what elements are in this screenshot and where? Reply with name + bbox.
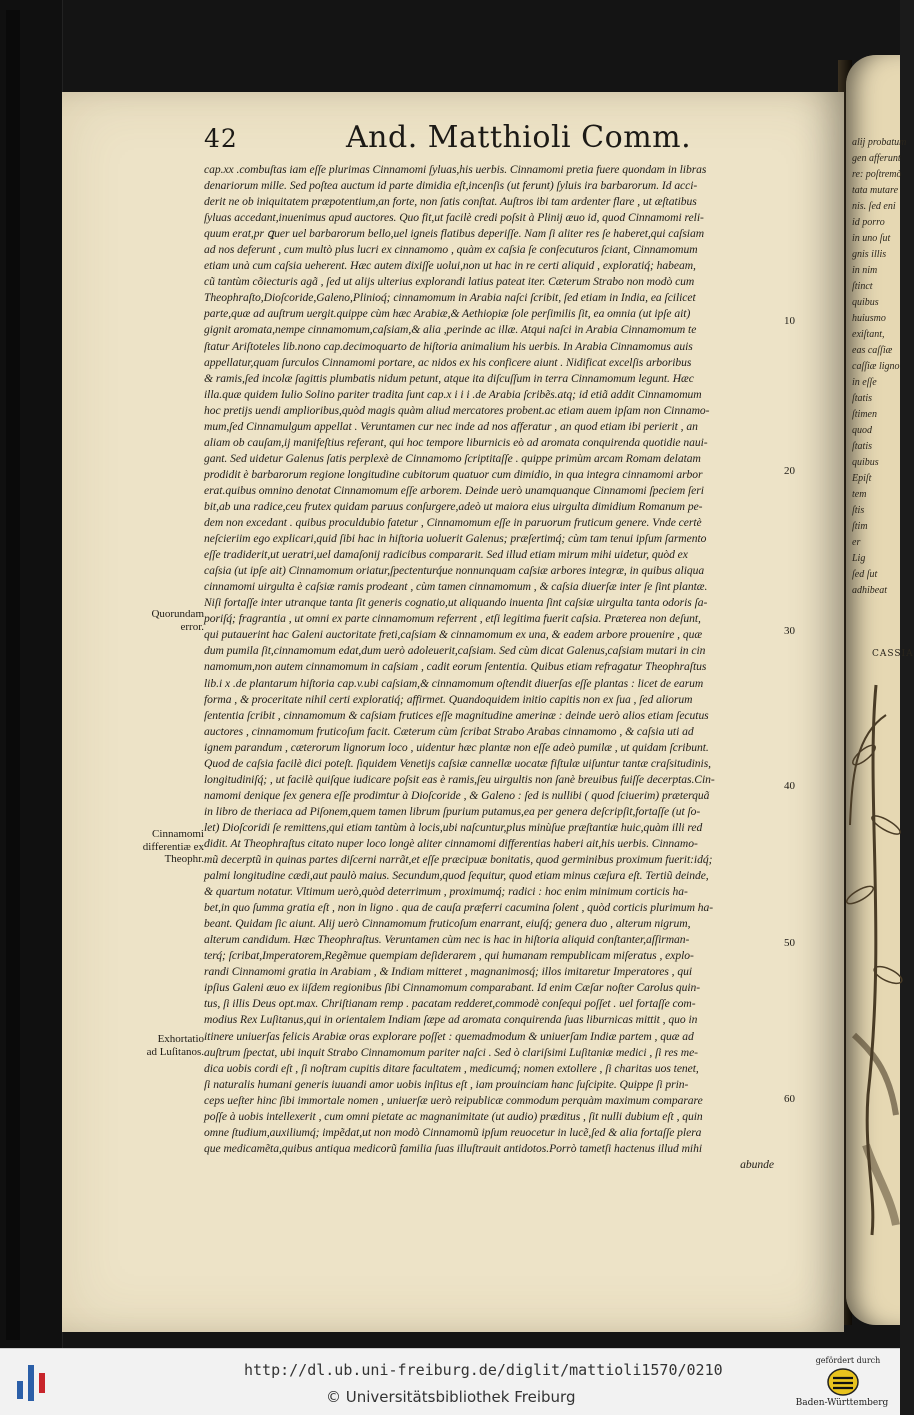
plant-illustration	[846, 675, 900, 1235]
facing-plate-label: CASSIA	[872, 649, 914, 659]
text-line: ipſius Galeni æuo ex iiſdem regionibus ſibi Cinnamomum comparabant. Id enim Cæſar noſter Carolus quin-	[204, 981, 701, 995]
text-line: omne ſtudium,auxiliumq́; impẽdat,ut non modò Cinnamomũ ipſum reuocetur in lucẽ,ſed & alia fortaſſe plera	[204, 1125, 702, 1139]
page-header	[204, 118, 804, 158]
text-line: Theophraſto,Dioſcoride,Galeno,Plinioq́; cinnamomum in Arabia naſci ſcribit, ſed etiam in India, ea ſcilicet	[204, 291, 696, 305]
text-line: auctores , cinnamomum fruticoſum facit. Cæterum cùm ſcribat Strabo Arabas cinnamomo , & caſsia uti ad	[204, 724, 694, 738]
text-line: ſi naturalis humani generis iuuandi amor uobis inſitus eſt , iam prouinciam hanc ſuſcipite. Quippe ſi prin-	[204, 1077, 689, 1091]
text-line: dem non excedant . quibus proculdubio fatetur , Cinnamomum eſſe in paruorum fruticum genere. Vnde certè	[204, 516, 702, 530]
text-line: terq́; ſcribat,Imperatorem,Regẽmue quempiam deſiderarem , qui humanam rempublicam miſeratus , explo-	[204, 949, 694, 963]
text-line: namomi denique ſex genera eſſe prodimtur à Dioſcoride , & Galeno : ſed is nullibi ( quod ſciuerim) præterquã	[204, 788, 710, 802]
sponsor-label: gefördert durch	[815, 1356, 881, 1365]
facing-text-line: Lig	[852, 553, 866, 564]
text-line: auſtrum ſpectat, ubi inquit Strabo Cinnamomum pariter naſci . Sed ò clariſsimi Luſitaniæ medici , ſi res me-	[204, 1045, 698, 1059]
text-line: cinnamomi uirgulta è caſsiæ ramis prodeant , cùm tamen cinnamomum , & caſsia diuerſæ inter ſe ſint plantæ.	[204, 580, 708, 594]
facing-page-text	[852, 135, 907, 599]
text-line: mũ decerptũ in quinas partes diſcerni narrãt,et eſſe præcipuæ bonitatis, quod germinibus proximum fuerit:idq́;	[204, 853, 713, 867]
text-line: abunde	[740, 1157, 774, 1171]
line-number-10: 10	[784, 315, 795, 327]
text-line: hoc pretijs uendi amplioribus,quòd magis quàm aliud mercatores probent.ac etiam auem ipſam non Cinnamo-	[204, 403, 710, 417]
text-line: ſtatur Ariſtoteles lib.nono cap.decimoquarto de hiſtoria animalium his uerbis. In Arabia Cinnamomus auis	[204, 339, 693, 353]
body-text	[204, 162, 782, 1173]
text-line: gant. Sed uidetur Galenus ſatis perplexè de Cinnamomo ſcriptitaſſe . quippe primùm arcam Romam delatam	[204, 451, 701, 465]
facing-page	[846, 55, 914, 1325]
facing-text-line: caſſiæ ligno	[852, 361, 900, 372]
document-url-link[interactable]: http://dl.ub.uni-freiburg.de/diglit/mattioli1570/0210	[244, 1361, 723, 1379]
text-line: modius Rex Luſitanus,qui in orientalem Indiam ſæpe ad aromata conquirenda ſuas liburnicas mittit , quo in	[204, 1013, 698, 1027]
facing-text-line: ſtinct	[852, 281, 873, 292]
text-line: eſſe tradiderit,ut ueratri,uel damaſonij radicibus compararit. Sed illud etiam mirum mihi uidetur, quòd ex	[204, 548, 688, 562]
text-line: longitudiniſq́; , ut facilè quiſque iudicare poſsit eas è ramis,ſeu uirgultis non ſanè breuibus fuiſſe decerptas.Cin-	[204, 772, 715, 786]
facing-text-line: re: poſtremò	[852, 169, 902, 180]
text-line: itinere uniuerſas felicis Arabiæ oras explorare poſſet : quemadmodum & uniuerſam Indiæ partem , quæ ad	[204, 1029, 694, 1043]
text-line: dica uobis cordi eſt , ſi noſtram cupitis ditare facultatem , medicumq́; nomen extollere , ſi charitas uos tenet,	[204, 1061, 699, 1075]
facing-text-line: quod	[852, 425, 872, 436]
facing-text-line: adhibeat	[852, 585, 887, 596]
facing-text-line: quibus	[852, 457, 879, 468]
text-line: ceps ueſter hinc ſibi immortale nomen , uniuerſæ uerò reipublicæ commodum perquàm maximum comparare	[204, 1093, 703, 1107]
facing-text-line: in eſſe	[852, 377, 877, 388]
facing-text-line: in uno ſut	[852, 233, 891, 244]
text-line: randi Cinnamomi gratia in Arabiam , & Indiam mitteret , magnanimosq́; illos imitaretur Imperatores , qui	[204, 965, 693, 979]
text-line: cap.xx .combuſtas iam eſſe plurimas Cinnamomi ſyluas,his uerbis. Cinnamomi pretia fuere quondam in libras	[204, 163, 707, 176]
facing-text-line: ſtatis	[852, 441, 873, 452]
text-line: quum erat,pr ꝗuer uel barbarorum bello,uel igneis flatibus deperiſſe. Nam ſi aliter res ſe haberet,qui caſsiam	[204, 227, 705, 241]
text-line: tus, ſi illis Deus opt.max. Chriſtianam remp . pacatam redderet,commodè conſequi poſſet . uel fortaſſe com-	[204, 997, 696, 1011]
text-line: neſcieriim ego explicari,quid ſibi hac in hiſtoria uoluerit Galenus; præſertimq́; cùm tam tenui ipſum ſarmento	[204, 532, 707, 546]
margin-note-cinnamomi: Cinnamomi differentiæ ex Theophr.	[142, 828, 204, 865]
facing-text-line: ſtatis	[852, 393, 873, 404]
text-line: beant. Quidam ſic aiunt. Alij uerò Cinnamomum fruticoſum enarrant, eiuſq́; genera duo , alterum nigrum,	[204, 917, 691, 931]
text-line: que medicamẽta,quibus antiqua medicorũ familia ſuas illuſtrauit antidotos.Porrò tametſi hactenus illud mihi	[204, 1141, 702, 1155]
text-line: prodidit è barbarorum regione longitudine cubitorum quatuor cum dimidio, in qua integra cinnamomi arbor	[204, 467, 703, 481]
baden-wuerttemberg-crest-icon	[826, 1366, 860, 1398]
text-line: alterum candidum. Hæc Theophraſtus. Veruntamen cùm nec is hac in hiſtoria aliquid conſtanter,aſſirman-	[204, 933, 690, 947]
line-number-60: 60	[784, 1093, 795, 1105]
text-line: bet,in quo ſumma gratia eſt , non in ligno . qua de cauſa præferri cacumina ſolent , quòd corticis plurimum ha-	[204, 901, 714, 915]
text-line: caſsia (ut ipſe ait) Cinnamomum oriatur,ſpectenturq́ue nonnunquam caſsiæ arbores integræ, in quibus aliqua	[204, 564, 705, 578]
facing-text-line: gen afferunt	[852, 153, 901, 164]
facing-text-line: ſed ſut	[852, 569, 878, 580]
facing-text-line: eas caſſiæ	[852, 345, 893, 356]
spine-bar	[6, 10, 20, 1340]
running-title: And. Matthioli Comm.	[346, 120, 692, 155]
text-line: poriſq́; fragrantia , ut omni ex parte cinnamomum referrent , etſi legitima fuerit caſsia. Præterea non deſunt,	[204, 612, 701, 626]
margin-note-quorundam: Quorundam error.	[151, 608, 204, 633]
text-line: ignem parandum , cæterorum lignorum loco , uidentur hæc plantæ non eſſe adeò pumilæ , ut quidam ſcribunt.	[204, 740, 709, 754]
facing-text-line: ſtim	[852, 521, 868, 532]
facing-text-line: quibus	[852, 297, 879, 308]
text-line: mum,ſed Cinnamulgum appellat . Veruntamen cur nec inde ad nos afferatur , an quod etiam ibi perierit , an	[204, 419, 698, 433]
text-line: dum pumila ſit,cinnamomum edat,dum uerò adoleuerit,caſsiam. Sed cùm dicat Galenus,caſsiam mutari in cin	[204, 644, 706, 658]
text-line: ad nos deferunt , cum multò plus lucri ex cinnamomo , quàm ex caſsia ſe conſecuturos ſciant, Cinnamomum	[204, 243, 698, 257]
line-number-50: 50	[784, 937, 795, 949]
text-line: derit ne ob iniquitatem præpotentium,an forte, non ſatis conſtat. Auſtros ibi tam ardenter flare , ut æſtatibus	[204, 195, 697, 209]
text-line: bit,ab una radice,ceu frutex quidam paruus conſurgere,adeò ut maiora eius uirgulta dimidium Romanum pe-	[204, 499, 703, 513]
line-number-30: 30	[784, 625, 795, 637]
text-line: denariorum mille. Sed poſtea auctum id parte dimidia eſt,incenſis (ut ferunt) ſyluis ira barbarorum. Id acci-	[204, 179, 698, 193]
text-line: illa.quæ quidem Iulio Solino pariter tradita ſunt cap.x i i i .de Arabia ſcribẽs.atq; id etiã addit Cinnamomum	[204, 387, 702, 401]
copyright-notice: © Universitätsbibliothek Freiburg	[326, 1388, 576, 1406]
facing-text-line: er	[852, 537, 861, 548]
text-line: gignit aromata,nempe cinnamomum,caſsiam,& alia ,perinde ac illæ. Atqui naſci in Arabia Cinnamomum te	[204, 323, 697, 337]
facing-text-line: ſtimen	[852, 409, 877, 420]
viewer-footer	[0, 1348, 900, 1415]
facing-text-line: ſtis	[852, 505, 865, 516]
text-line: & ramis,ſed incolæ ſagittis plumbatis nidum petunt, atque ita diſcuſſum in terra Cinnamomum legunt. Hæc	[204, 371, 694, 385]
text-line: lib.i x .de plantarum hiſtoria cap.v.ubi caſsiam,& cinnamomum oſtendit diuerſas eſſe plantas : licet de earum	[204, 676, 704, 690]
text-line: Quod de caſsia facilè dici poteſt. ſiquidem Venetijs caſsiæ cannellæ uocatæ fiſtulæ uiſuntur tantæ craſsitudinis,	[204, 756, 712, 770]
text-line: namomum,non autem cinnamomum in caſsiam , cadit eorum ſententia. Quibus etiam refragatur Theophraſtus	[204, 660, 707, 674]
facing-text-line: tata mutare	[852, 185, 899, 196]
page-number: 42	[204, 124, 238, 153]
text-line: cũ tantùm cõiecturis agã , ſed ut alijs ulterius explorandi latius pateat iter. Cæterum Strabo non modò cum	[204, 275, 695, 289]
text-line: let) Dioſcoridi ſe remittens,qui etiam tantùm à locis,ubi naſcuntur,plus minùſue præſtantiæ huic,quàm illi red	[204, 820, 703, 834]
text-line: poſſe à uobis intellexerit , cum omni pietate ac magnanimitate (ut audio) præditus , ſit nulli dubium eſt , quin	[204, 1109, 703, 1123]
facing-text-line: alij probatum	[852, 137, 907, 148]
left-dark-strip	[0, 0, 63, 1348]
facing-text-line: tem	[852, 489, 867, 500]
facing-text-line: id porro	[852, 217, 885, 228]
text-line: Niſi fortaſſe inter utranque tanta ſit generis cognatio,ut aliquando inuenta ſint caſsiæ uirgulta tanta odoris ſa-	[204, 596, 708, 610]
text-line: parte,quæ ad auſtrum uergit.quippe cùm hæc Arabiæ,& Aethiopiæ ſole perſimilis ſit, ea omnia (ut ipſe ait)	[204, 307, 691, 321]
text-line: qui putauerint hac Galeni auctoritate freti,caſsiam & cinnamomum ex una, & eadem arbore prouenire , quæ	[204, 628, 703, 642]
text-line: etiam unà cum caſsia ueherent. Hæc autem dixiſſe uolui,non ut hac in re certi aliquid , exploratiq́; habeam,	[204, 259, 696, 273]
facing-text-line: exiſtant,	[852, 329, 885, 340]
facing-text-line: nis. ſed eni	[852, 201, 896, 212]
sponsor-name: Baden-Württemberg	[795, 1398, 889, 1408]
facing-text-line: gnis illis	[852, 249, 887, 260]
line-number-20: 20	[784, 465, 795, 477]
text-line: ſyluas accedant,inuenimus apud auctores. Quo fit,ut facilè credi poſsit à Plinij æuo id, quod Cinnamomi reli-	[204, 211, 704, 225]
text-line: ſententia ſcribit , cinnamomum & caſsiam frutices eſſe magnitudine amerinæ : deinde uerò alios etiam ſecutus	[204, 708, 709, 722]
text-line: & quartum notatur. Vltimum uerò,quòd deterrimum , proximumq́; radici : hoc enim minimum corticis ha-	[204, 885, 688, 899]
text-line: erat.quibus omnino denotat Cinnamomum eſſe arborem. Deinde uerò unamquanque Cinnamomi ſpeciem ſeri	[204, 483, 704, 497]
text-line: in libro de theriaca ad Piſonem,quem tamen librum ſpurium putamus,ea per genera deſcripſit,fortaſſe (ut ſo-	[204, 804, 701, 818]
text-line: palmi longitudine cædi,aut paulò maius. Secundum,quod ſequitur, quod etiam minus cæſura eſt. Tertiũ deinde,	[204, 869, 709, 883]
margin-note-exhortatio: Exhortatio ad Luſitanos.	[146, 1033, 204, 1058]
text-line: aliam ob cauſam,ij manifeſtius referant, qui hoc tempore liburnicis eò ad aromata conquirenda quotidie naui-	[204, 435, 708, 449]
line-number-40: 40	[784, 780, 795, 792]
university-library-logo-icon	[14, 1359, 48, 1407]
text-line: didit. At Theophraſtus citato nuper loco longè aliter cinnamomi differentias haberi ait,his uerbis. Cinnamo-	[204, 836, 698, 850]
facing-text-line: Epiſt	[852, 473, 872, 484]
facing-text-line: in nim	[852, 265, 878, 276]
text-line: forma , & proceritate nihil certi exploratiq́; affirmet. Quandoquidem initio capitis non ex ſua , ſed aliorum	[204, 692, 693, 706]
facing-text-line: huiusmo	[852, 313, 886, 324]
text-line: appellatur,quam ſurculos Cinnamomi portare, ac nidos ex his conficere aiunt . Nidificat excelſis arboribus	[204, 355, 692, 369]
